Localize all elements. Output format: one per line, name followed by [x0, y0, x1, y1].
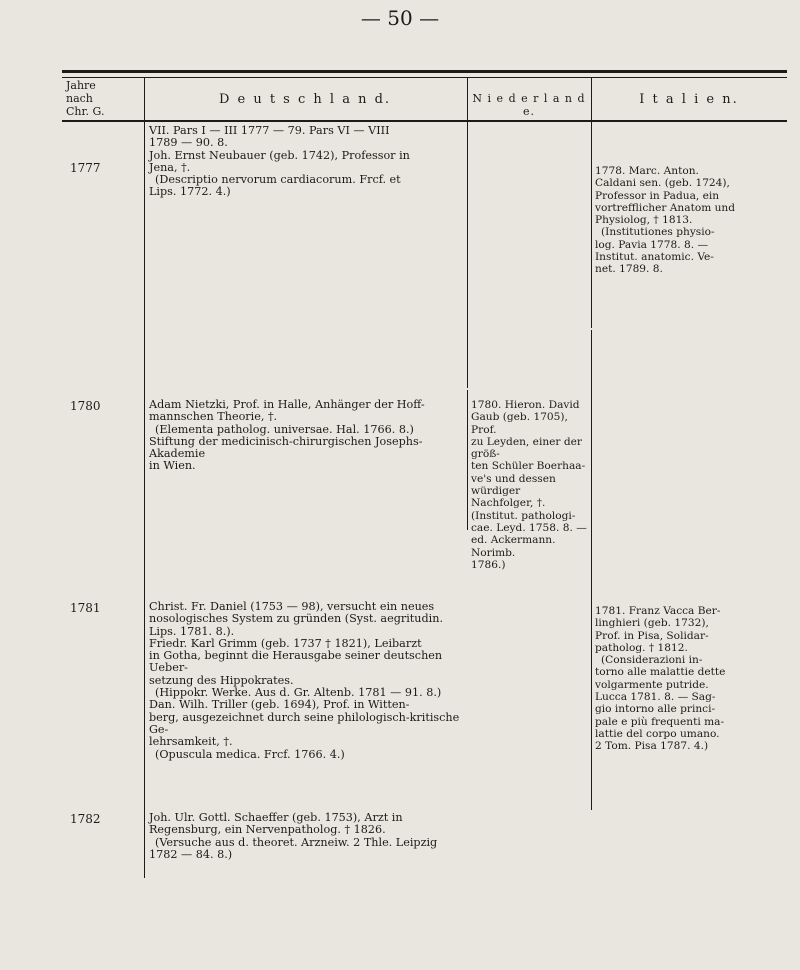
column-divider-nl-it-lower [591, 330, 592, 810]
entry-de-1782: Joh. Ulr. Gottl. Schaeffer (geb. 1753), Arzt in Regensburg, ein Nervenpatholog. † 1826. (Versuche aus d. theoret. Arzneiw. 2 Thle. Leipzig 1782 — 84. 8.) [149, 811, 438, 861]
top-rule-thick [62, 70, 787, 73]
column-divider-nl-it [591, 78, 592, 328]
header-niederlande: N i e d e r l a n d e. [472, 92, 586, 118]
header-italien: I t a l i e n. [639, 92, 739, 107]
year-column-header: Jahre nach Chr. G. [66, 79, 105, 118]
entry-de-1777: VII. Pars I — III 1777 — 79. Pars VI — VIII 1789 — 90. 8. Joh. Ernst Neubauer (geb. 1742), Professor in Jena, †. (Descriptio nervorum cardiacorum. Frcf. et Lips. 1772. 4.) [149, 124, 410, 199]
header-bottom-rule [62, 120, 787, 122]
year-1782: 1782 [70, 812, 101, 826]
entry-it-1781: 1781. Franz Vacca Ber- linghieri (geb. 1732), Prof. in Pisa, Solidar- patholog. † 1812. (Considerazioni in- torno alle malattie dette volgarmente putride. Lucca 1781. 8. — Sag- gio intorno alle princi- pale e più frequenti ma- lattie del corpo umano. 2 Tom. Pisa 1787. 4.) [595, 605, 726, 753]
header-deutschland: D e u t s c h l a n d. [218, 92, 392, 107]
entry-it-1778: 1778. Marc. Anton. Caldani sen. (geb. 1724), Professor in Padua, ein vortrefflicher Anatom und Physiolog, † 1813. (Institutiones physio- log. Pavia 1778. 8. — Institut. anatomic. Ve- net. 1789. 8. [595, 165, 736, 276]
entry-nl-1780: 1780. Hieron. David Gaub (geb. 1705), Prof. zu Leyden, einer der größ- ten Schüler Boerhaa- ve's und dessen würdiger Nachfolger, †. (Institut. pathologi- cae. Leyd. 1758. 8. — ed. Ackermann. Norimb. 1786.) [471, 399, 587, 571]
top-rule-thin [62, 77, 787, 78]
year-1780: 1780 [70, 399, 101, 413]
column-divider-de-nl-mid [467, 390, 468, 530]
page-number: — 50 — [360, 6, 440, 30]
column-divider-year [144, 78, 145, 878]
entry-de-1780: Adam Nietzki, Prof. in Halle, Anhänger der Hoff- mannschen Theorie, †. (Elementa patholog. universae. Hal. 1766. 8.) Stiftung der medicinisch-chirurgischen Josephs-Akademie in Wien. [149, 398, 425, 473]
year-1777: 1777 [70, 161, 101, 175]
column-divider-de-nl-top [467, 78, 468, 388]
year-1781: 1781 [70, 601, 101, 615]
entry-de-1781: Christ. Fr. Daniel (1753 — 98), versucht ein neues nosologisches System zu gründen (Syst. aegritudin. Lips. 1781. 8.). Friedr. Karl Grimm (geb. 1737 † 1821), Leibarzt in Gotha, beginnt die Herausgabe seiner deutschen Ueber- setzung des Hippokrates. (Hippokr. Werke. Aus d. Gr. Altenb. 1781 — 91. 8.) Dan. Wilh. Triller (geb. 1694), Prof. in Witten- berg, ausgezeichnet durch seine philologisch-kritische Ge- lehrsamkeit, †. (Opuscula medica. Frcf. 1766. 4.) [149, 600, 460, 761]
